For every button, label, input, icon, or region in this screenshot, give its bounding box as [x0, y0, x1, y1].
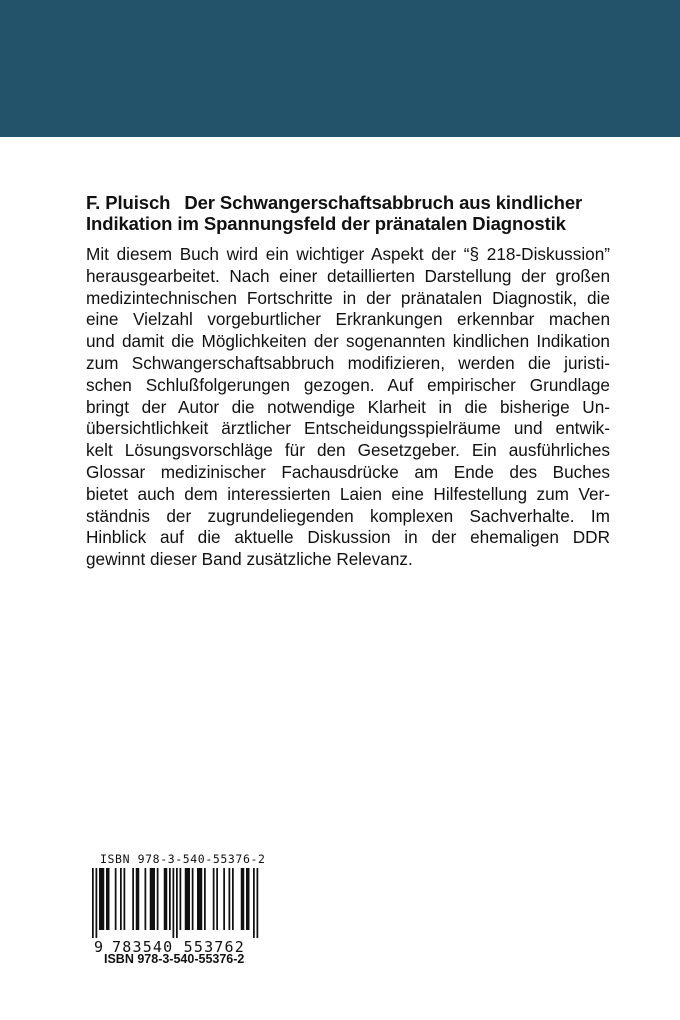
- barcode-bar: [180, 868, 182, 930]
- barcode-bar: [246, 868, 250, 930]
- blurb-line: ständnis der zugrundeliegenden komplexen Sachverhalte. Im: [86, 505, 610, 526]
- barcode-bar: [136, 868, 140, 930]
- blurb-line: bietet auch dem interessierten Laien eine Hilfestellung zum Ver-: [86, 483, 610, 504]
- barcode-digit-groups: 783540 553762: [112, 938, 245, 956]
- barcode-bar: [132, 868, 134, 930]
- blurb-text: [86, 244, 610, 571]
- barcode-bar: [216, 868, 218, 930]
- barcode-bar: [96, 868, 98, 938]
- blurb-line: eine Vielzahl vorgeburtlicher Erkrankungen erkennbar machen: [86, 309, 610, 330]
- barcode-bar: [99, 868, 104, 930]
- barcode-bar: [124, 868, 126, 930]
- blurb-line: herausgearbeitet. Nach einer detaillierten Darstellung der großen: [86, 265, 610, 286]
- author-name: F. Pluisch: [86, 192, 171, 213]
- barcode-bar: [204, 868, 206, 930]
- blurb-line: kelt Lösungsvorschläge für den Gesetzgeber. Ein ausführliches: [86, 440, 610, 461]
- blurb-line: und damit die Möglichkeiten der sogenannten kindlichen Indikation: [86, 331, 610, 352]
- barcode-bar: [232, 868, 234, 930]
- barcode-bar: [213, 868, 215, 930]
- blurb-line: medizintechnischen Fortschritte in der pränatalen Diagnostik, die: [86, 287, 610, 308]
- ean-barcode: [88, 868, 263, 938]
- barcode-bar: [145, 868, 147, 930]
- barcode-bar: [169, 868, 171, 930]
- book-heading: [86, 192, 606, 234]
- barcode-bar: [223, 868, 225, 930]
- blurb-line: Mit diesem Buch wird ein wichtiger Aspekt der “§ 218-Diskussion”: [86, 244, 610, 264]
- barcode-bar: [176, 868, 178, 938]
- barcode-bar: [257, 868, 259, 938]
- isbn-bottom: ISBN 978-3-540-55376-2: [104, 952, 245, 966]
- barcode-bar: [120, 868, 122, 930]
- barcode-bar: [92, 868, 94, 938]
- title-line-2: Indikation im Spannungsfeld der pränatalen Diagnostik: [86, 213, 566, 234]
- barcode-bar: [106, 868, 110, 930]
- barcode-bar: [197, 868, 202, 930]
- barcode-bar: [150, 868, 155, 930]
- barcode-bar: [157, 868, 159, 930]
- barcode-bar: [253, 868, 255, 938]
- blurb-line: Glossar medizinischer Fachausdrücke am Ende des Buches: [86, 461, 610, 482]
- blurb-line: schen Schlußfolgerungen gezogen. Auf empirischer Grundlage: [86, 374, 610, 395]
- title-line-1: Der Schwangerschaftsabbruch aus kindlicher: [184, 192, 583, 213]
- barcode-isbn-label: ISBN 978-3-540-55376-2: [100, 852, 266, 866]
- barcode-bar: [185, 868, 190, 930]
- blurb-line: gewinnt dieser Band zusätzliche Relevanz.: [86, 549, 413, 570]
- barcode-bar: [115, 868, 117, 930]
- blurb-line: übersichtlichkeit ärztlicher Entscheidungsspielräume und entwik-: [86, 418, 610, 439]
- barcode-bar: [164, 868, 168, 930]
- top-color-band: [0, 0, 680, 137]
- barcode-bar: [192, 868, 194, 930]
- barcode-bar: [173, 868, 175, 938]
- barcode-block: [88, 852, 266, 958]
- heading-line-1: [86, 192, 606, 213]
- blurb-line: Hinblick auf die aktuelle Diskussion in der ehemaligen DDR: [86, 527, 610, 548]
- blurb-line: zum Schwangerschaftsabbruch modifizieren, werden die juristi-: [86, 352, 610, 373]
- barcode-bar: [241, 868, 245, 930]
- barcode-first-digit: 9: [94, 938, 104, 956]
- barcode-bar: [229, 868, 231, 930]
- blurb-line: bringt der Autor die notwendige Klarheit in die bisherige Un-: [86, 396, 610, 417]
